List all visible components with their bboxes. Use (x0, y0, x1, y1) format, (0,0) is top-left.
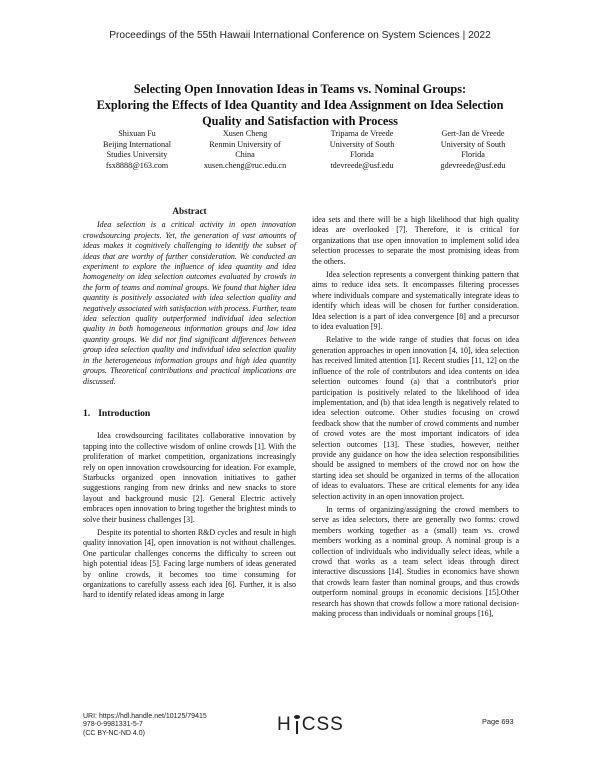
paragraph: In terms of organizing/assigning the crowd members to serve as idea selectors, there are generally two forms: crowd members working together as a (small) team vs. crowd members working as a nominal group. A nominal group is a collection of individuals who individually select ideas, while a crowd that works as a team select ideas through direct interactive discussions [14]. Studies in economics have shown that crowds learn faster than nominal groups, and thus crowds outperform nominal groups in economic decisions [15].Other research has shown that crowds follow a more rational decision-making process than individuals or nominal groups [16], (312, 504, 519, 619)
running-header: Proceedings of the 55th Hawaii International Conference on System Sciences | 2022 (109, 30, 491, 41)
author-affiliation: China (235, 150, 255, 160)
paper-title (60, 81, 540, 129)
title-line: Selecting Open Innovation Ideas in Teams vs. Nominal Groups: (133, 82, 467, 96)
page-number: Page 693 (482, 717, 514, 726)
section-title: Introduction (98, 407, 151, 419)
author (78, 129, 196, 171)
author-affiliation: Beijing International (103, 139, 171, 149)
author-block (80, 129, 540, 181)
footer-uri: URI: https://hdl.handle.net/10125/79415 (83, 713, 207, 720)
author-affiliation: Studies University (106, 150, 168, 160)
author-email: gdevreede@usf.edu (440, 160, 506, 170)
logo-torch-icon (293, 715, 301, 735)
title-line: Quality and Satisfaction with Process (202, 114, 398, 128)
author-affiliation: Florida (461, 150, 485, 160)
abstract-heading: Abstract (172, 206, 207, 216)
paragraph: Idea crowdsourcing facilitates collaborative innovation by tapping into the collective wisdom of online crowds [1]. With the proliferation of market competition, organizations increasingly rely on open innovation crowdsourcing for ideation. For example, Starbucks organized open innovation initiatives to gather suggestions ranging from new drinks and new snacks to store layout and background music [2]. General Electric actively embraces open innovation to bring together the brightest minds to solve their business challenges [3]. (83, 431, 296, 524)
author-name: Shixuan Fu (118, 129, 156, 138)
author-affiliation: University of South (329, 139, 395, 149)
author-affiliation: Florida (350, 150, 374, 160)
author-affiliation: University of South (440, 139, 506, 149)
author-email: fsx8888@163.com (105, 160, 169, 170)
paragraph: Relative to the wide range of studies that focus on idea generation approaches in open innovation [4, 10], idea selection has received limited attention [1]. Recent studies [11, 12] on the influence of the role of contributors and idea contents on idea selection outcomes found (a) that a contributor's prior participation is positively related to the likelihood of idea implementation, and (b) that idea length is negatively related to idea selection outcome. Other studies focusing on crowd feedback show that the number of crowd comments and number of crowd votes are the most important indicators of idea selection outcomes [13]. These studies, however, neither provide any guidance on how the idea selection responsibilities should be assigned to members of the crowd nor on how the starting idea set should be organized in terms of the allocation of ideas to evaluators. These are critical elements for any idea selection activity in an open innovation project. (312, 335, 519, 501)
footer-isbn: 978-0-9981331-5-7 (83, 721, 143, 729)
author-affiliation: Renmin University of (209, 139, 281, 149)
section-heading (83, 409, 296, 419)
paragraph: Despite its potential to shorten R&D cycles and result in high quality innovation [4], open innovation is not without challenges. One particular challenges concerns the difficulty to screen out high potential ideas [5]. Facing large numbers of ideas generated by online crowds, it becomes too time consuming for organizations to carefully assess each idea [6]. Further, it is also hard to identify related ideas among in large (83, 527, 296, 600)
logo-text-right: CSS (301, 714, 344, 735)
section-number: 1. (83, 407, 91, 419)
logo-text-left: H (277, 714, 292, 735)
author-name: Xusen Cheng (222, 129, 268, 138)
title-line: Exploring the Effects of Idea Quantity and Idea Assignment on Idea Selection (96, 98, 504, 112)
paragraph: idea sets and there will be a high likelihood that high quality ideas are overlooked [7]. Therefore, it is critical for organizations that use open innovation to implement solid idea selection processes to separate the most promising ideas from the others. (312, 215, 519, 266)
hicss-logo (277, 713, 344, 737)
paragraph: Idea selection represents a convergent thinking pattern that aims to reduce idea sets. It encompasses filtering processes where individuals compare and systematically integrate ideas to identify which ideas will be chosen for further consideration. Idea selection is a part of idea convergence [8] and a precursor to idea evaluation [9]. (312, 270, 519, 332)
author (186, 129, 304, 171)
author (414, 129, 532, 171)
abstract-text: Idea selection is a critical activity in open innovation crowdsourcing projects. Yet, the generation of vast amounts of ideas makes it cognitively challenging to identify the subset of ideas that are worthy of further consideration. We conducted an experiment to explore the influence of idea quantity and idea homogeneity on idea selection outcomes evaluated by crowds in the form of teams and nominal groups. We found that higher idea quantity is positively associated with idea selection quality and negatively associated with satisfaction with process. Further, team idea selection quality outperformed individual idea selection quality in both homogeneous information groups and low idea quantity groups. We did not find significant differences between group idea selection quality and individual idea selection quality in the heterogeneous information groups and high idea quantity groups. Theoretical contributions and practical implications are discussed. (83, 220, 296, 386)
author (303, 129, 421, 171)
left-column (83, 206, 296, 604)
author-name: Gert-Jan de Vreede (441, 129, 505, 138)
footer-license: (CC BY-NC-ND 4.0) (83, 729, 145, 737)
footer-citation (83, 713, 207, 738)
author-email: xusen.cheng@ruc.edu.cn (203, 160, 287, 170)
author-email: tdevreede@usf.edu (330, 160, 394, 170)
right-column (312, 215, 519, 622)
author-name: Triparna de Vreede (330, 129, 394, 138)
